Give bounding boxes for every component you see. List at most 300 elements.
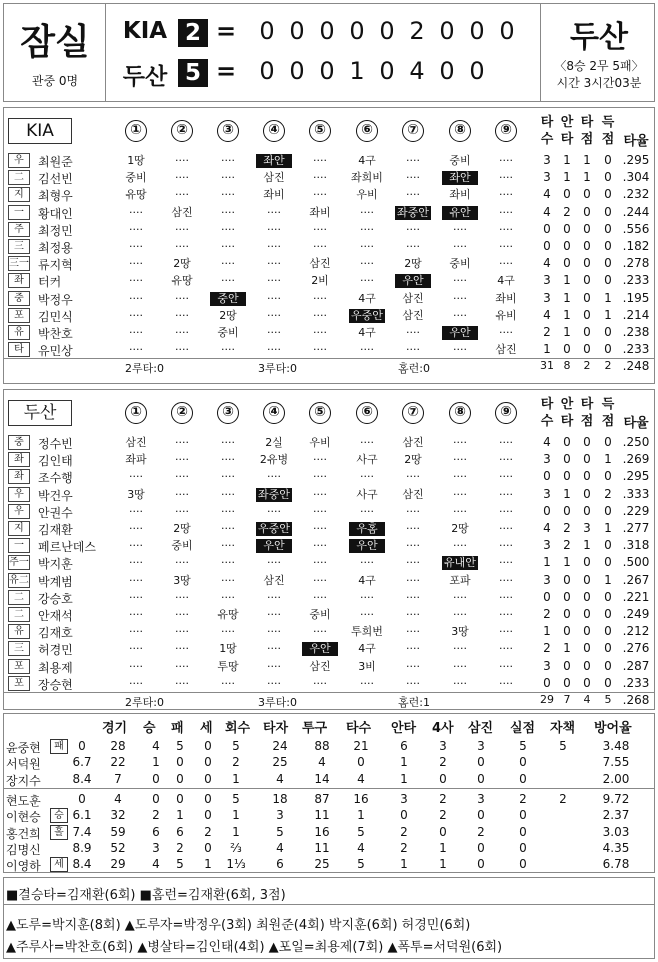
inning-score: 0 <box>349 17 365 45</box>
at-bat-cell: ···· <box>313 625 327 639</box>
at-bat-cell: ···· <box>406 326 420 339</box>
at-bat-cell: 2비 <box>311 274 329 288</box>
batter-stat: 0 <box>543 239 551 253</box>
at-bat-cell: ···· <box>221 470 235 484</box>
pitcher-stat: 1 <box>400 857 408 872</box>
at-bat-cell: ···· <box>406 171 420 185</box>
at-bat-cell: ···· <box>406 154 420 167</box>
pitcher-stat: 3 <box>477 791 485 806</box>
position-badge: 타 <box>8 342 30 357</box>
at-bat-cell: ···· <box>453 240 467 253</box>
stat-header-top: 안 <box>560 115 574 130</box>
pitcher-row <box>0 754 658 772</box>
at-bat-cell: ···· <box>129 205 143 219</box>
hit-result-cell: 좌안 <box>442 171 478 185</box>
batter-stat: 0 <box>604 273 612 288</box>
batter-row <box>0 185 658 204</box>
pitcher-stat: 0 <box>439 771 447 786</box>
inning-header: ④ <box>263 402 285 424</box>
at-bat-cell: 좌파 <box>125 453 147 467</box>
batter-row <box>0 553 658 572</box>
at-bat-cell: ···· <box>406 470 420 484</box>
batter-row <box>0 203 658 222</box>
position-badge: 一 <box>8 205 30 220</box>
at-bat-cell: ···· <box>221 274 235 288</box>
at-bat-cell: 2유병 <box>259 453 289 467</box>
pitcher-stat: 2 <box>439 755 447 770</box>
pitcher-stat: 1 <box>439 857 447 872</box>
batter-stat: 1 <box>604 307 612 322</box>
scoreboard-team-name: KIA <box>122 18 168 44</box>
batter-row <box>0 519 658 538</box>
batting-average: .295 <box>622 469 650 484</box>
batting-average: .295 <box>622 153 650 167</box>
pitcher-stat: 1 <box>400 755 408 770</box>
batting-average: .269 <box>622 452 650 467</box>
batter-stat: 0 <box>563 658 571 673</box>
attendance: 관중 0명 <box>31 74 79 88</box>
batter-row <box>0 323 658 342</box>
at-bat-cell: ···· <box>267 222 281 236</box>
pitcher-stat: 88 <box>314 739 330 753</box>
team-total: 8 <box>563 359 571 373</box>
at-bat-cell: ···· <box>129 470 143 484</box>
batter-name: 최원준 <box>38 155 73 169</box>
notes-divider <box>3 904 655 905</box>
stat-header-top: 득 <box>601 115 615 130</box>
batter-stat: 0 <box>583 256 591 271</box>
inning-header: ② <box>171 120 193 142</box>
pitcher-stat: 3 <box>276 808 284 823</box>
at-bat-cell: ···· <box>406 188 420 202</box>
at-bat-cell: 삼진 <box>309 257 331 271</box>
batter-name: 박건우 <box>38 488 73 503</box>
pitching-header: 삼진 <box>468 721 494 736</box>
batter-stat: 0 <box>604 435 612 449</box>
pitching-header: 타수 <box>346 721 372 736</box>
batter-stat: 3 <box>543 572 551 587</box>
at-bat-cell: ···· <box>313 308 327 322</box>
at-bat-cell: ···· <box>360 436 374 449</box>
at-bat-cell: ···· <box>406 556 420 570</box>
at-bat-cell: 삼진 <box>309 659 331 673</box>
batting-average: .333 <box>622 486 650 501</box>
batter-row <box>0 622 658 641</box>
batter-stat: 3 <box>543 658 551 673</box>
at-bat-cell: 3비 <box>358 659 376 673</box>
at-bat-cell: ···· <box>221 556 235 570</box>
at-bat-cell: ···· <box>267 676 281 690</box>
position-badge: 중 <box>8 435 30 450</box>
position-badge: 주 <box>8 222 30 237</box>
doubles-summary: 2루타:0 <box>125 362 164 376</box>
batter-row <box>0 536 658 555</box>
batter-stat: 0 <box>563 589 571 604</box>
batter-row <box>0 340 658 359</box>
batter-row <box>0 289 658 308</box>
batter-stat: 0 <box>604 204 612 219</box>
pitcher-stat: 1 <box>232 771 240 786</box>
position-badge: 포 <box>8 659 30 674</box>
pitcher-stat: 18 <box>272 791 288 806</box>
at-bat-cell: 중비 <box>217 326 239 339</box>
at-bat-cell: ···· <box>313 504 327 518</box>
at-bat-cell: ···· <box>313 188 327 202</box>
position-badge: 三一 <box>9 258 29 270</box>
at-bat-cell: ···· <box>453 608 467 621</box>
at-bat-cell: 우비 <box>309 436 331 449</box>
equals-sign: = <box>216 57 237 85</box>
at-bat-cell: ···· <box>175 487 189 501</box>
at-bat-cell: 3땅 <box>173 573 191 587</box>
pitcher-stat: 8.4 <box>72 857 92 872</box>
batter-row <box>0 168 658 187</box>
pitcher-stat: 87 <box>314 791 330 806</box>
at-bat-cell: ···· <box>175 308 189 322</box>
pitcher-stat: 1 <box>204 857 212 872</box>
pitcher-stat: 0 <box>204 808 212 823</box>
hit-result-cell: 우중안 <box>349 309 385 323</box>
at-bat-cell: ···· <box>499 659 513 673</box>
at-bat-cell: ···· <box>267 240 281 253</box>
at-bat-cell: ···· <box>406 573 420 587</box>
batter-row <box>0 237 658 256</box>
batter-row <box>0 571 658 590</box>
batter-name: 김인태 <box>38 454 73 469</box>
batter-stat: 1 <box>604 290 612 305</box>
position-badge: 우 <box>8 487 30 502</box>
pitcher-stat: 0 <box>519 857 527 872</box>
batter-name: 유민상 <box>38 344 73 359</box>
scoreboard-total-score: 5 <box>178 59 208 87</box>
batter-stat: 1 <box>563 486 571 501</box>
pitcher-row <box>0 824 658 842</box>
at-bat-cell: 좌비 <box>495 291 517 305</box>
position-badge: 三 <box>8 641 30 656</box>
batter-name: 류지혁 <box>38 258 73 273</box>
stat-header-top: 타 <box>580 115 594 130</box>
at-bat-cell: ···· <box>267 343 281 357</box>
at-bat-cell: ···· <box>175 171 189 185</box>
pitcher-stat: 6.7 <box>72 755 92 770</box>
batter-stat: 1 <box>563 555 571 570</box>
at-bat-cell: ···· <box>499 453 513 467</box>
batter-stat: 0 <box>563 607 571 621</box>
position-badge: 좌 <box>8 273 30 288</box>
at-bat-cell: 1땅 <box>127 154 145 167</box>
at-bat-cell: 1땅 <box>219 642 237 656</box>
pitcher-stat: 7.55 <box>602 755 630 770</box>
stat-header-bottom: 점 <box>580 414 594 429</box>
pitching-header: 패 <box>171 721 184 736</box>
inning-score: 0 <box>499 17 515 45</box>
at-bat-cell: ···· <box>267 308 281 322</box>
at-bat-cell: ···· <box>129 222 143 236</box>
hit-result-cell: 좌중안 <box>395 206 431 220</box>
at-bat-cell: ···· <box>453 453 467 467</box>
batter-name: 조수행 <box>38 471 73 486</box>
pitcher-stat: 0 <box>78 791 86 806</box>
pitcher-stat: 0 <box>477 771 485 786</box>
stat-header-bottom: 타 <box>560 132 574 147</box>
at-bat-cell: ···· <box>175 676 189 690</box>
batter-row <box>0 657 658 676</box>
batter-stat: 0 <box>604 187 612 202</box>
batter-stat: 0 <box>583 342 591 357</box>
at-bat-cell: ···· <box>129 642 143 656</box>
pitcher-stat: 3 <box>400 791 408 806</box>
at-bat-cell: ···· <box>175 343 189 357</box>
at-bat-cell: ···· <box>453 539 467 553</box>
hit-result-cell: 우중안 <box>256 522 292 536</box>
batter-stat: 0 <box>604 221 612 236</box>
batting-average: .244 <box>622 204 650 219</box>
at-bat-cell: 투땅 <box>217 659 239 673</box>
at-bat-cell: ···· <box>313 556 327 570</box>
at-bat-cell: ···· <box>313 326 327 339</box>
at-bat-cell: ···· <box>129 240 143 253</box>
at-bat-cell: ···· <box>360 556 374 570</box>
batter-row <box>0 254 658 273</box>
at-bat-cell: ···· <box>267 257 281 271</box>
inning-score: 0 <box>469 57 485 85</box>
stat-header-bottom: 타 <box>560 414 574 429</box>
batter-row <box>0 502 658 521</box>
at-bat-cell: ···· <box>313 590 327 604</box>
at-bat-cell: ···· <box>267 291 281 305</box>
note-steals: ▲도루=박지훈(8회) ▲도루자=박정우(3회) 최원준(4회) 박지훈(6회) 허경민(6회) <box>6 918 471 933</box>
at-bat-cell: ···· <box>453 274 467 288</box>
at-bat-cell: 투희번 <box>351 625 383 639</box>
batter-name: 황대인 <box>38 206 73 221</box>
at-bat-cell: 중비 <box>309 608 331 621</box>
at-bat-cell: ···· <box>221 625 235 639</box>
batter-stat: 0 <box>604 538 612 553</box>
batter-stat: 0 <box>604 607 612 621</box>
batter-name: 최용제 <box>38 660 73 675</box>
position-badge: 二 <box>8 170 30 185</box>
pitcher-stat: 7.4 <box>72 824 92 839</box>
pitcher-stat: 0 <box>204 755 212 770</box>
at-bat-cell: ···· <box>360 343 374 357</box>
batter-row <box>0 271 658 290</box>
batter-stat: 0 <box>583 273 591 288</box>
pitcher-stat: 0 <box>152 771 160 786</box>
pitcher-stat: 4 <box>276 771 284 786</box>
pitcher-stat: ⅔ <box>230 840 242 855</box>
pitcher-stat: 2 <box>152 808 160 823</box>
pitcher-name: 홍건희 <box>6 826 41 841</box>
batter-name: 박계범 <box>38 574 73 589</box>
batter-stat: 1 <box>583 538 591 553</box>
pitcher-stat: 2 <box>439 808 447 823</box>
batter-stat: 4 <box>543 521 551 535</box>
pitcher-stat: 0 <box>477 808 485 823</box>
pitcher-stat: 8.4 <box>72 771 92 786</box>
batter-row <box>0 220 658 239</box>
batter-stat: 0 <box>583 486 591 501</box>
at-bat-cell: ···· <box>175 154 189 167</box>
inning-score: 0 <box>259 57 275 85</box>
batter-stat: 0 <box>604 469 612 484</box>
batter-stat: 1 <box>543 555 551 570</box>
team-total: 2 <box>604 359 612 373</box>
inning-header: ① <box>125 120 147 142</box>
at-bat-cell: ···· <box>221 504 235 518</box>
team-total: 29 <box>540 693 554 706</box>
pitcher-stat: 0 <box>357 755 365 770</box>
at-bat-cell: ···· <box>221 453 235 467</box>
position-badge: 유 <box>8 325 30 340</box>
at-bat-cell: 삼진 <box>402 291 424 305</box>
pitcher-stat: 2 <box>559 791 567 806</box>
at-bat-cell: 3땅 <box>127 487 145 501</box>
pitcher-stat: 4 <box>152 857 160 872</box>
summary-divider <box>3 692 655 693</box>
at-bat-cell: ···· <box>313 343 327 357</box>
batter-name: 허경민 <box>38 643 73 658</box>
header-divider-right <box>540 3 541 102</box>
batter-stat: 0 <box>583 290 591 305</box>
batter-stat: 0 <box>583 555 591 570</box>
at-bat-cell: ···· <box>360 590 374 604</box>
pitching-header: 자책 <box>550 721 576 736</box>
inning-score: 1 <box>349 57 365 85</box>
avg-header: 타율 <box>623 416 649 431</box>
batter-stat: 0 <box>543 589 551 604</box>
position-badge: 포 <box>8 308 30 323</box>
batter-stat: 0 <box>583 572 591 587</box>
decision-badge: 홀 <box>50 825 68 840</box>
batter-stat: 4 <box>543 435 551 449</box>
at-bat-cell: ···· <box>175 590 189 604</box>
stat-header-bottom: 점 <box>580 132 594 147</box>
pitcher-stat: 0 <box>152 791 160 806</box>
batter-stat: 1 <box>563 153 571 167</box>
batter-stat: 0 <box>604 555 612 570</box>
inning-header: ⑧ <box>449 402 471 424</box>
pitcher-stat: 1 <box>439 840 447 855</box>
at-bat-cell: 좌비 <box>263 188 285 202</box>
at-bat-cell: 4구 <box>358 642 376 656</box>
batter-stat: 0 <box>563 239 571 253</box>
batter-stat: 2 <box>543 607 551 621</box>
position-badge: 지 <box>8 521 30 536</box>
pitcher-stat: 3.03 <box>602 824 630 839</box>
pitcher-stat: 3 <box>152 840 160 855</box>
at-bat-cell: ···· <box>453 470 467 484</box>
summary-divider <box>3 358 655 359</box>
at-bat-cell: ···· <box>406 676 420 690</box>
homerun-summary: 홈런:1 <box>398 696 430 709</box>
hit-result-cell: 우안 <box>442 326 478 340</box>
pitcher-stat: 8.9 <box>72 840 92 855</box>
at-bat-cell: ···· <box>453 504 467 518</box>
at-bat-cell: ···· <box>313 291 327 305</box>
batter-stat: 0 <box>563 572 571 587</box>
at-bat-cell: ···· <box>221 590 235 604</box>
batter-name: 안재석 <box>38 609 73 623</box>
inning-score: 0 <box>379 57 395 85</box>
batter-stat: 0 <box>563 675 571 690</box>
stat-header-top: 득 <box>601 397 615 412</box>
stat-header-bottom: 점 <box>601 132 615 147</box>
batter-stat: 0 <box>543 503 551 518</box>
at-bat-cell: 삼진 <box>171 205 193 219</box>
batter-name: 김재환 <box>38 523 73 537</box>
pitching-header: 4사 <box>432 721 454 736</box>
at-bat-cell: ···· <box>406 343 420 357</box>
at-bat-cell: ···· <box>267 556 281 570</box>
batter-row <box>0 485 658 504</box>
pitcher-stat: 3 <box>477 739 485 753</box>
batter-stat: 0 <box>604 658 612 673</box>
pitcher-name: 이영하 <box>6 859 41 874</box>
at-bat-cell: ···· <box>175 291 189 305</box>
batter-name: 박지훈 <box>38 557 73 572</box>
batter-stat: 0 <box>543 221 551 236</box>
at-bat-cell: ···· <box>453 222 467 236</box>
batter-stat: 0 <box>583 469 591 484</box>
inning-header: ⑤ <box>309 120 331 142</box>
batter-stat: 0 <box>604 503 612 518</box>
batter-stat: 0 <box>583 675 591 690</box>
pitching-header: 안타 <box>391 721 417 736</box>
batter-stat: 0 <box>583 325 591 339</box>
at-bat-cell: ···· <box>129 539 143 553</box>
at-bat-cell: ···· <box>129 274 143 288</box>
at-bat-cell: ···· <box>175 453 189 467</box>
at-bat-cell: ···· <box>267 205 281 219</box>
pitcher-stat: 0 <box>204 791 212 806</box>
at-bat-cell: ···· <box>267 274 281 288</box>
pitcher-stat: 1 <box>400 771 408 786</box>
at-bat-cell: 4구 <box>358 326 376 339</box>
at-bat-cell: ···· <box>221 257 235 271</box>
at-bat-cell: ···· <box>129 608 143 621</box>
batter-stat: 0 <box>604 239 612 253</box>
pitcher-stat: 1 <box>232 824 240 839</box>
pitcher-stat: 5 <box>559 739 567 753</box>
inning-header: ⑥ <box>356 402 378 424</box>
at-bat-cell: ···· <box>499 556 513 570</box>
home-team-record: 〈8승 2무 5패〉 <box>554 59 644 73</box>
at-bat-cell: ···· <box>360 240 374 253</box>
inning-score: 0 <box>469 17 485 45</box>
pitching-header: 회수 <box>225 721 251 736</box>
at-bat-cell: ···· <box>129 676 143 690</box>
batter-stat: 0 <box>604 170 612 185</box>
at-bat-cell: ···· <box>499 154 513 167</box>
at-bat-cell: ···· <box>406 642 420 656</box>
pitcher-stat: 0 <box>477 840 485 855</box>
at-bat-cell: 3땅 <box>451 625 469 639</box>
inning-header: ⑦ <box>402 402 424 424</box>
at-bat-cell: ···· <box>406 539 420 553</box>
at-bat-cell: ···· <box>175 659 189 673</box>
at-bat-cell: 2땅 <box>219 308 237 322</box>
inning-header: ② <box>171 402 193 424</box>
triples-summary: 3루타:0 <box>258 362 297 376</box>
at-bat-cell: 유땅 <box>217 608 239 621</box>
batter-stat: 3 <box>543 452 551 467</box>
at-bat-cell: ···· <box>313 154 327 167</box>
batter-stat: 1 <box>604 452 612 467</box>
batter-stat: 0 <box>604 675 612 690</box>
hit-result-cell: 중안 <box>210 292 246 306</box>
batting-average: .267 <box>622 572 650 587</box>
pitcher-stat: 5 <box>357 857 365 872</box>
